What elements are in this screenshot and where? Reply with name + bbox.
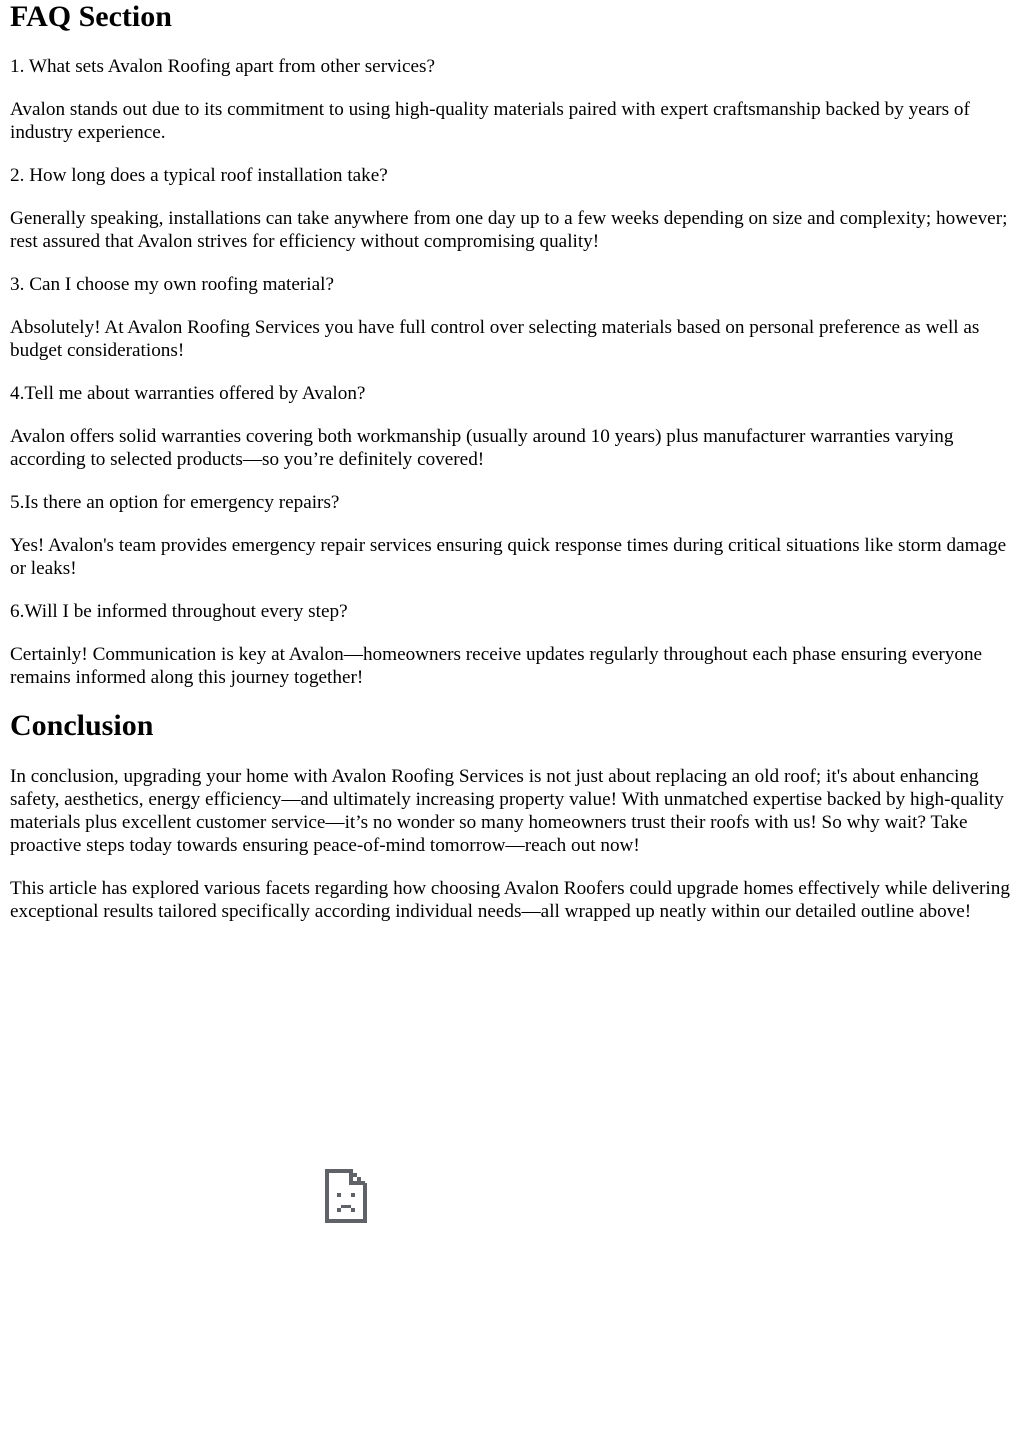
faq-answer-1: Avalon stands out due to its commitment to using high-quality materials paired with expert craftsmanship backed by years of industry experience. (10, 99, 970, 143)
faq-heading: FAQ Section (10, 0, 172, 33)
faq-answer-3: Absolutely! At Avalon Roofing Services you have full control over selecting materials based on personal preference as well as budget considerations! (10, 317, 980, 361)
conclusion-heading: Conclusion (10, 709, 154, 742)
faq-question-6: 6.Will I be informed throughout every step? (10, 601, 348, 622)
faq-question-3: 3. Can I choose my own roofing material? (10, 274, 334, 295)
faq-question-4: 4.Tell me about warranties offered by Avalon? (10, 383, 366, 404)
conclusion-paragraph-1: In conclusion, upgrading your home with Avalon Roofing Services is not just about replacing an old roof; it's about enhancing safety, aesthetics, energy efficiency—and ultimately increasing property value! With unmatched expertise backed by high-quality materials plus excellent customer service—it’s no wonder so many homeowners trust their roofs with us! So why wait? Take proactive steps today towards ensuring peace-of-mind tomorrow—reach out now! (10, 766, 1004, 856)
conclusion-paragraph-2: This article has explored various facets regarding how choosing Avalon Roofers could upgrade homes effectively while delivering exceptional results tailored specifically according individual needs—all wrapped up neatly within our detailed outline above! (10, 878, 1010, 922)
faq-answer-5: Yes! Avalon's team provides emergency repair services ensuring quick response times during critical situations like storm damage or leaks! (10, 535, 1007, 579)
faq-question-2: 2. How long does a typical roof installation take? (10, 165, 388, 186)
faq-answer-4: Avalon offers solid warranties covering both workmanship (usually around 10 years) plus manufacturer warranties varying according to selected products—so you’re definitely covered! (10, 426, 954, 470)
faq-answer-6: Certainly! Communication is key at Avalon—homeowners receive updates regularly throughout each phase ensuring everyone remains informed along this journey together! (10, 644, 983, 688)
article-body (10, 0, 1014, 923)
faq-question-5: 5.Is there an option for emergency repairs? (10, 492, 340, 513)
broken-page-icon (323, 1167, 369, 1225)
faq-question-1: 1. What sets Avalon Roofing apart from other services? (10, 56, 436, 77)
faq-answer-2: Generally speaking, installations can take anywhere from one day up to a few weeks depending on size and complexity; however; rest assured that Avalon strives for efficiency without compromising quality! (10, 208, 1008, 252)
